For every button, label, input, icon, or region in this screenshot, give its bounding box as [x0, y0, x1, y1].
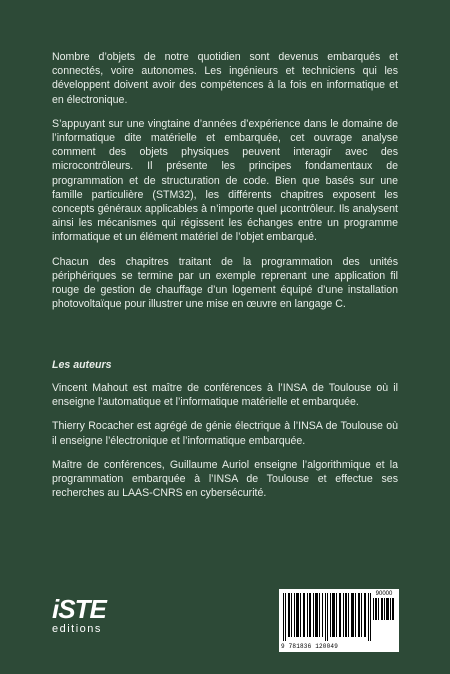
author-bio-3: Maître de conférences, Guillaume Auriol enseigne l’algorithmique et la programmation embarquée à l’INSA de Toulouse et effectue ses recherches au LAAS-CNRS en cybersécurité. [52, 458, 398, 500]
description-paragraph-1: Nombre d’objets de notre quotidien sont devenus embarqués et connectés, voire autonomes. Les ingénieurs et techniciens qui les développent doivent avoir des compétences à la fois en informatique et en électronique. [52, 51, 398, 106]
addon-bars [373, 598, 395, 620]
iste-editions-logo [52, 596, 130, 636]
author-bio-1: Vincent Mahout est maître de conférences à l’INSA de Toulouse où il enseigne l’automatique et l’informatique matérielle et embarquée. [52, 382, 398, 409]
author-bio-2: Thierry Rocacher est agrégé de génie électrique à l’INSA de Toulouse où il enseigne l’électronique et l’informatique embarquée. [52, 420, 398, 447]
description-paragraph-2: S’appuyant sur une vingtaine d’années d’expérience dans le domaine de l’informatique dite matérielle et embarquée, cet ouvrage analyse comment des objets physiques peuvent interagir avec des microcontrôleurs. Il présente les principes fondamentaux de programmation et de structuration de code. Bien que basés sur une famille particulière (STM32), les différents chapitres exposent les concepts généraux applicables à n’importe quel µcontrôleur. Ils analysent ainsi les mécanismes qui régissent les échanges entre un programme informatique et un élément matériel de l’objet embarqué. [52, 117, 398, 244]
isbn-number: 9 781836 120049 [281, 643, 339, 650]
authors-heading: Les auteurs [52, 359, 112, 371]
isbn-barcode [279, 589, 399, 652]
logo-wordmark: iSTE [52, 594, 106, 624]
barcode-addon [373, 591, 395, 620]
logo-subtitle: editions [52, 623, 102, 635]
addon-number: 90000 [375, 591, 393, 597]
back-cover-description [52, 50, 398, 321]
authors-section [52, 381, 398, 510]
description-paragraph-3: Chacun des chapitres traitant de la programmation des unités périphériques se termine par un exemple reprenant une application fil rouge de gestion de chauffage d’un logement équipé d’une installation photovoltaïque pour illustrer une mise en œuvre en langage C. [52, 255, 398, 311]
barcode-bars [283, 593, 371, 641]
